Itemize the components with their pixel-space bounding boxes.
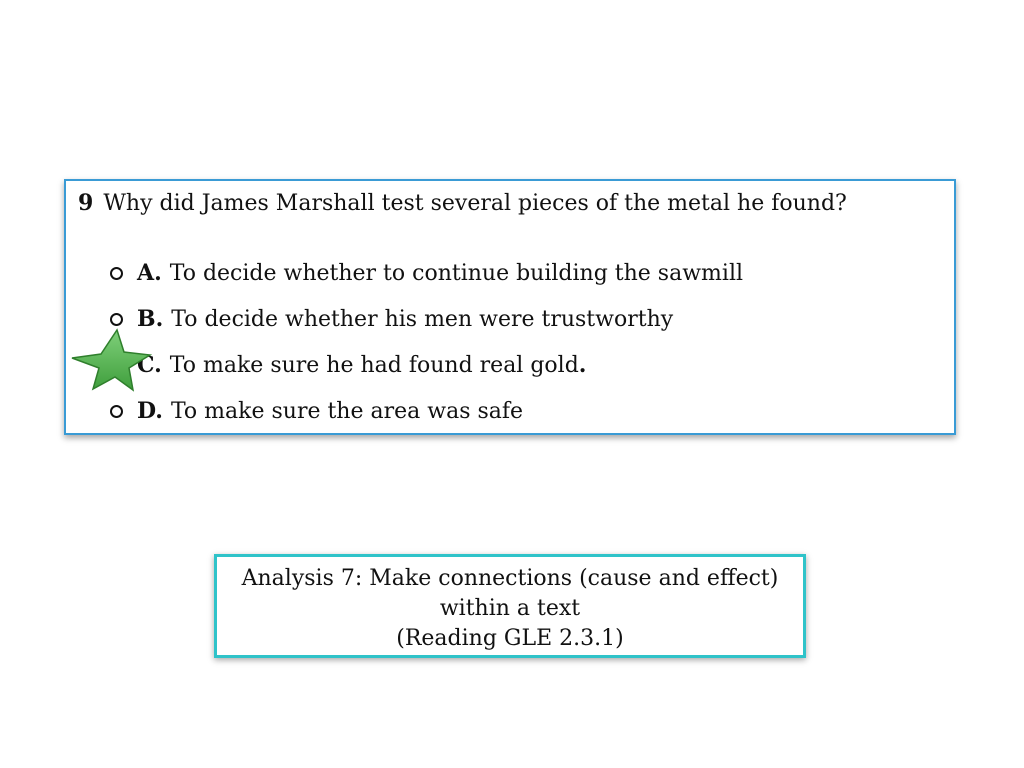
option-text: To make sure he had found real gold bbox=[169, 352, 579, 378]
question-number: 9 bbox=[78, 190, 94, 216]
radio-icon[interactable] bbox=[110, 313, 123, 326]
option-suffix: . bbox=[578, 352, 587, 378]
standard-subtitle: within a text bbox=[439, 596, 581, 621]
radio-icon[interactable] bbox=[110, 405, 123, 418]
option-c[interactable] bbox=[110, 351, 743, 379]
radio-icon[interactable] bbox=[110, 267, 123, 280]
standard-box bbox=[214, 554, 806, 658]
question-text: Why did James Marshall test several pieces of the metal he found? bbox=[103, 191, 847, 216]
question-box bbox=[64, 179, 956, 435]
option-b[interactable] bbox=[110, 305, 743, 333]
option-text: To make sure the area was safe bbox=[170, 398, 524, 424]
option-text: To decide whether to continue building the sawmill bbox=[169, 260, 744, 286]
option-letter: D. bbox=[137, 398, 163, 424]
standard-reference: (Reading GLE 2.3.1) bbox=[396, 626, 624, 651]
option-letter: C. bbox=[137, 352, 162, 378]
option-d[interactable] bbox=[110, 397, 743, 425]
option-text: To decide whether his men were trustworthy bbox=[171, 306, 674, 332]
option-letter: B. bbox=[137, 306, 164, 332]
question-prompt bbox=[78, 189, 847, 218]
standard-title: Analysis 7: Make connections (cause and effect) bbox=[241, 566, 779, 591]
option-a[interactable] bbox=[110, 259, 743, 287]
option-letter: A. bbox=[137, 260, 162, 286]
answer-options bbox=[110, 259, 743, 425]
star-icon bbox=[70, 328, 152, 392]
